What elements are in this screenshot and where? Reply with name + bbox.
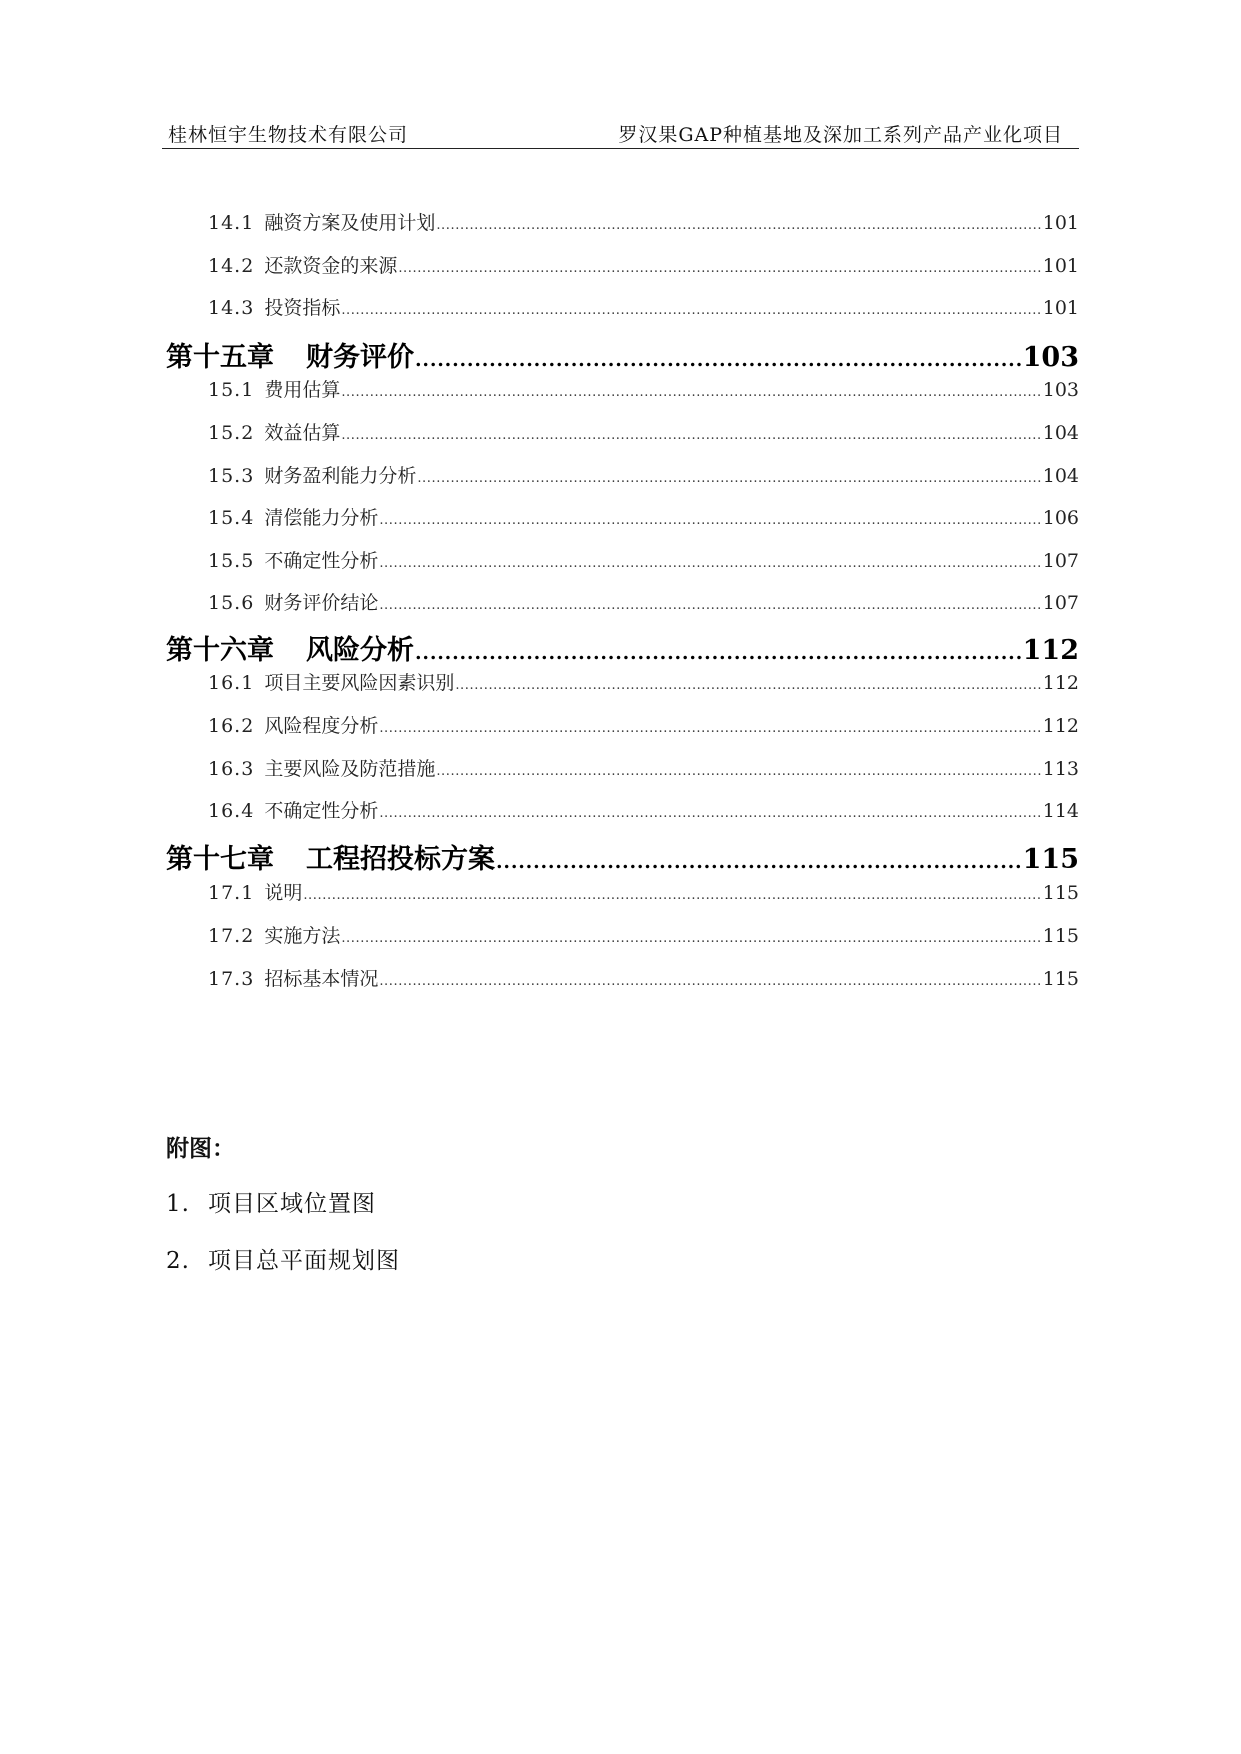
- toc-title: 招标基本情况: [264, 968, 379, 990]
- toc-number: 16.2: [208, 715, 255, 737]
- appendix-item-label: 项目区域位置图: [207, 1191, 376, 1217]
- toc-title: 费用估算: [264, 379, 341, 401]
- toc-title: 财务盈利能力分析: [264, 465, 417, 487]
- toc-leader: [379, 806, 1041, 821]
- toc-entry-17-1[interactable]: [208, 878, 1079, 906]
- toc-page: 115: [1042, 925, 1079, 947]
- appendix-item-index: 1.: [166, 1191, 190, 1217]
- toc-chapter-title: 风险分析: [306, 635, 414, 666]
- toc-page: 114: [1042, 800, 1079, 822]
- toc-leader: [303, 888, 1041, 903]
- toc-page: 112: [1042, 672, 1079, 694]
- toc-chapter-17[interactable]: [166, 837, 1079, 875]
- toc-title: 不确定性分析: [264, 800, 379, 822]
- toc-title: 实施方法: [264, 925, 341, 947]
- toc-leader: [398, 261, 1041, 276]
- toc-number: 15.5: [208, 550, 255, 572]
- toc-page: 104: [1042, 465, 1079, 487]
- toc-entry-14-1[interactable]: [208, 208, 1079, 236]
- toc-title: 还款资金的来源: [264, 255, 398, 277]
- toc-entry-15-2[interactable]: [208, 418, 1079, 446]
- toc-entry-15-6[interactable]: [208, 588, 1079, 616]
- toc-page: 107: [1042, 592, 1079, 614]
- toc-number: 14.3: [208, 297, 255, 319]
- toc-number: 17.2: [208, 925, 255, 947]
- toc-entry-16-4[interactable]: [208, 796, 1079, 824]
- toc-chapter-15[interactable]: [166, 335, 1079, 373]
- toc-leader: [417, 471, 1041, 486]
- toc-entry-16-3[interactable]: [208, 754, 1079, 782]
- toc-page: 107: [1042, 550, 1079, 572]
- appendix-item-label: 项目总平面规划图: [207, 1248, 400, 1274]
- toc-chapter-title: 工程招投标方案: [306, 844, 495, 875]
- toc-leader: [341, 428, 1041, 443]
- toc-leader: [379, 598, 1041, 613]
- toc-title: 投资指标: [264, 297, 341, 319]
- toc-chapter-title: 财务评价: [306, 342, 414, 373]
- toc-title: 财务评价结论: [264, 592, 379, 614]
- toc-title: 主要风险及防范措施: [264, 758, 436, 780]
- toc-page: 101: [1042, 297, 1079, 319]
- toc-leader: [341, 385, 1041, 400]
- toc-page: 104: [1042, 422, 1079, 444]
- toc-number: 16.3: [208, 758, 255, 780]
- toc-number: 15.6: [208, 592, 255, 614]
- toc-leader: [415, 642, 1022, 664]
- toc-leader: [341, 931, 1041, 946]
- appendix-item-2: [166, 1242, 400, 1275]
- toc-leader: [379, 513, 1041, 528]
- page-header: [162, 114, 1079, 149]
- toc-number: 15.2: [208, 422, 255, 444]
- toc-page: 101: [1042, 212, 1079, 234]
- toc-page: 106: [1042, 507, 1079, 529]
- toc-leader: [436, 218, 1041, 233]
- toc-entry-15-5[interactable]: [208, 546, 1079, 574]
- toc-number: 14.2: [208, 255, 255, 277]
- toc-chapter-number: 第十六章: [166, 635, 274, 666]
- toc-entry-16-1[interactable]: [208, 668, 1079, 696]
- toc-title: 融资方案及使用计划: [264, 212, 436, 234]
- toc-leader: [379, 974, 1041, 989]
- toc-page: 112: [1022, 635, 1079, 666]
- toc-leader: [415, 349, 1022, 371]
- toc-entry-17-2[interactable]: [208, 921, 1079, 949]
- toc-leader: [379, 721, 1041, 736]
- toc-number: 17.3: [208, 968, 255, 990]
- toc-title: 效益估算: [264, 422, 341, 444]
- toc-chapter-number: 第十五章: [166, 342, 274, 373]
- toc-page: 103: [1042, 379, 1079, 401]
- toc-page: 112: [1042, 715, 1079, 737]
- header-project: 罗汉果GAP种植基地及深加工系列产品产业化项目: [618, 124, 1063, 146]
- toc-page: 115: [1042, 968, 1079, 990]
- toc-chapter-16[interactable]: [166, 628, 1079, 666]
- appendix-item-index: 2.: [166, 1248, 190, 1274]
- appendix-item-1: [166, 1185, 376, 1218]
- toc-number: 17.1: [208, 882, 255, 904]
- toc-chapter-number: 第十七章: [166, 844, 274, 875]
- toc-leader: [341, 303, 1041, 318]
- toc-page: 115: [1022, 844, 1079, 875]
- toc-entry-15-4[interactable]: [208, 503, 1079, 531]
- toc-leader: [436, 764, 1041, 779]
- toc-entry-16-2[interactable]: [208, 711, 1079, 739]
- toc-entry-17-3[interactable]: [208, 964, 1079, 992]
- header-company: 桂林恒宇生物技术有限公司: [168, 124, 409, 146]
- toc-leader: [379, 556, 1041, 571]
- toc-entry-14-3[interactable]: [208, 293, 1079, 321]
- toc-title: 清偿能力分析: [264, 507, 379, 529]
- toc-number: 15.1: [208, 379, 255, 401]
- appendix-title: 附图：: [166, 1135, 235, 1162]
- toc-page: 101: [1042, 255, 1079, 277]
- toc-number: 15.4: [208, 507, 255, 529]
- toc-entry-15-3[interactable]: [208, 461, 1079, 489]
- toc-number: 15.3: [208, 465, 255, 487]
- toc-title: 说明: [264, 882, 303, 904]
- toc-leader: [496, 851, 1022, 873]
- toc-title: 项目主要风险因素识别: [264, 672, 455, 694]
- toc-title: 不确定性分析: [264, 550, 379, 572]
- toc-leader: [455, 678, 1041, 693]
- toc-number: 16.1: [208, 672, 255, 694]
- toc-entry-14-2[interactable]: [208, 251, 1079, 279]
- toc-entry-15-1[interactable]: [208, 375, 1079, 403]
- toc-number: 14.1: [208, 212, 255, 234]
- toc-page: 103: [1022, 342, 1079, 373]
- toc-page: 113: [1042, 758, 1079, 780]
- toc-title: 风险程度分析: [264, 715, 379, 737]
- toc-number: 16.4: [208, 800, 255, 822]
- toc-page: 115: [1042, 882, 1079, 904]
